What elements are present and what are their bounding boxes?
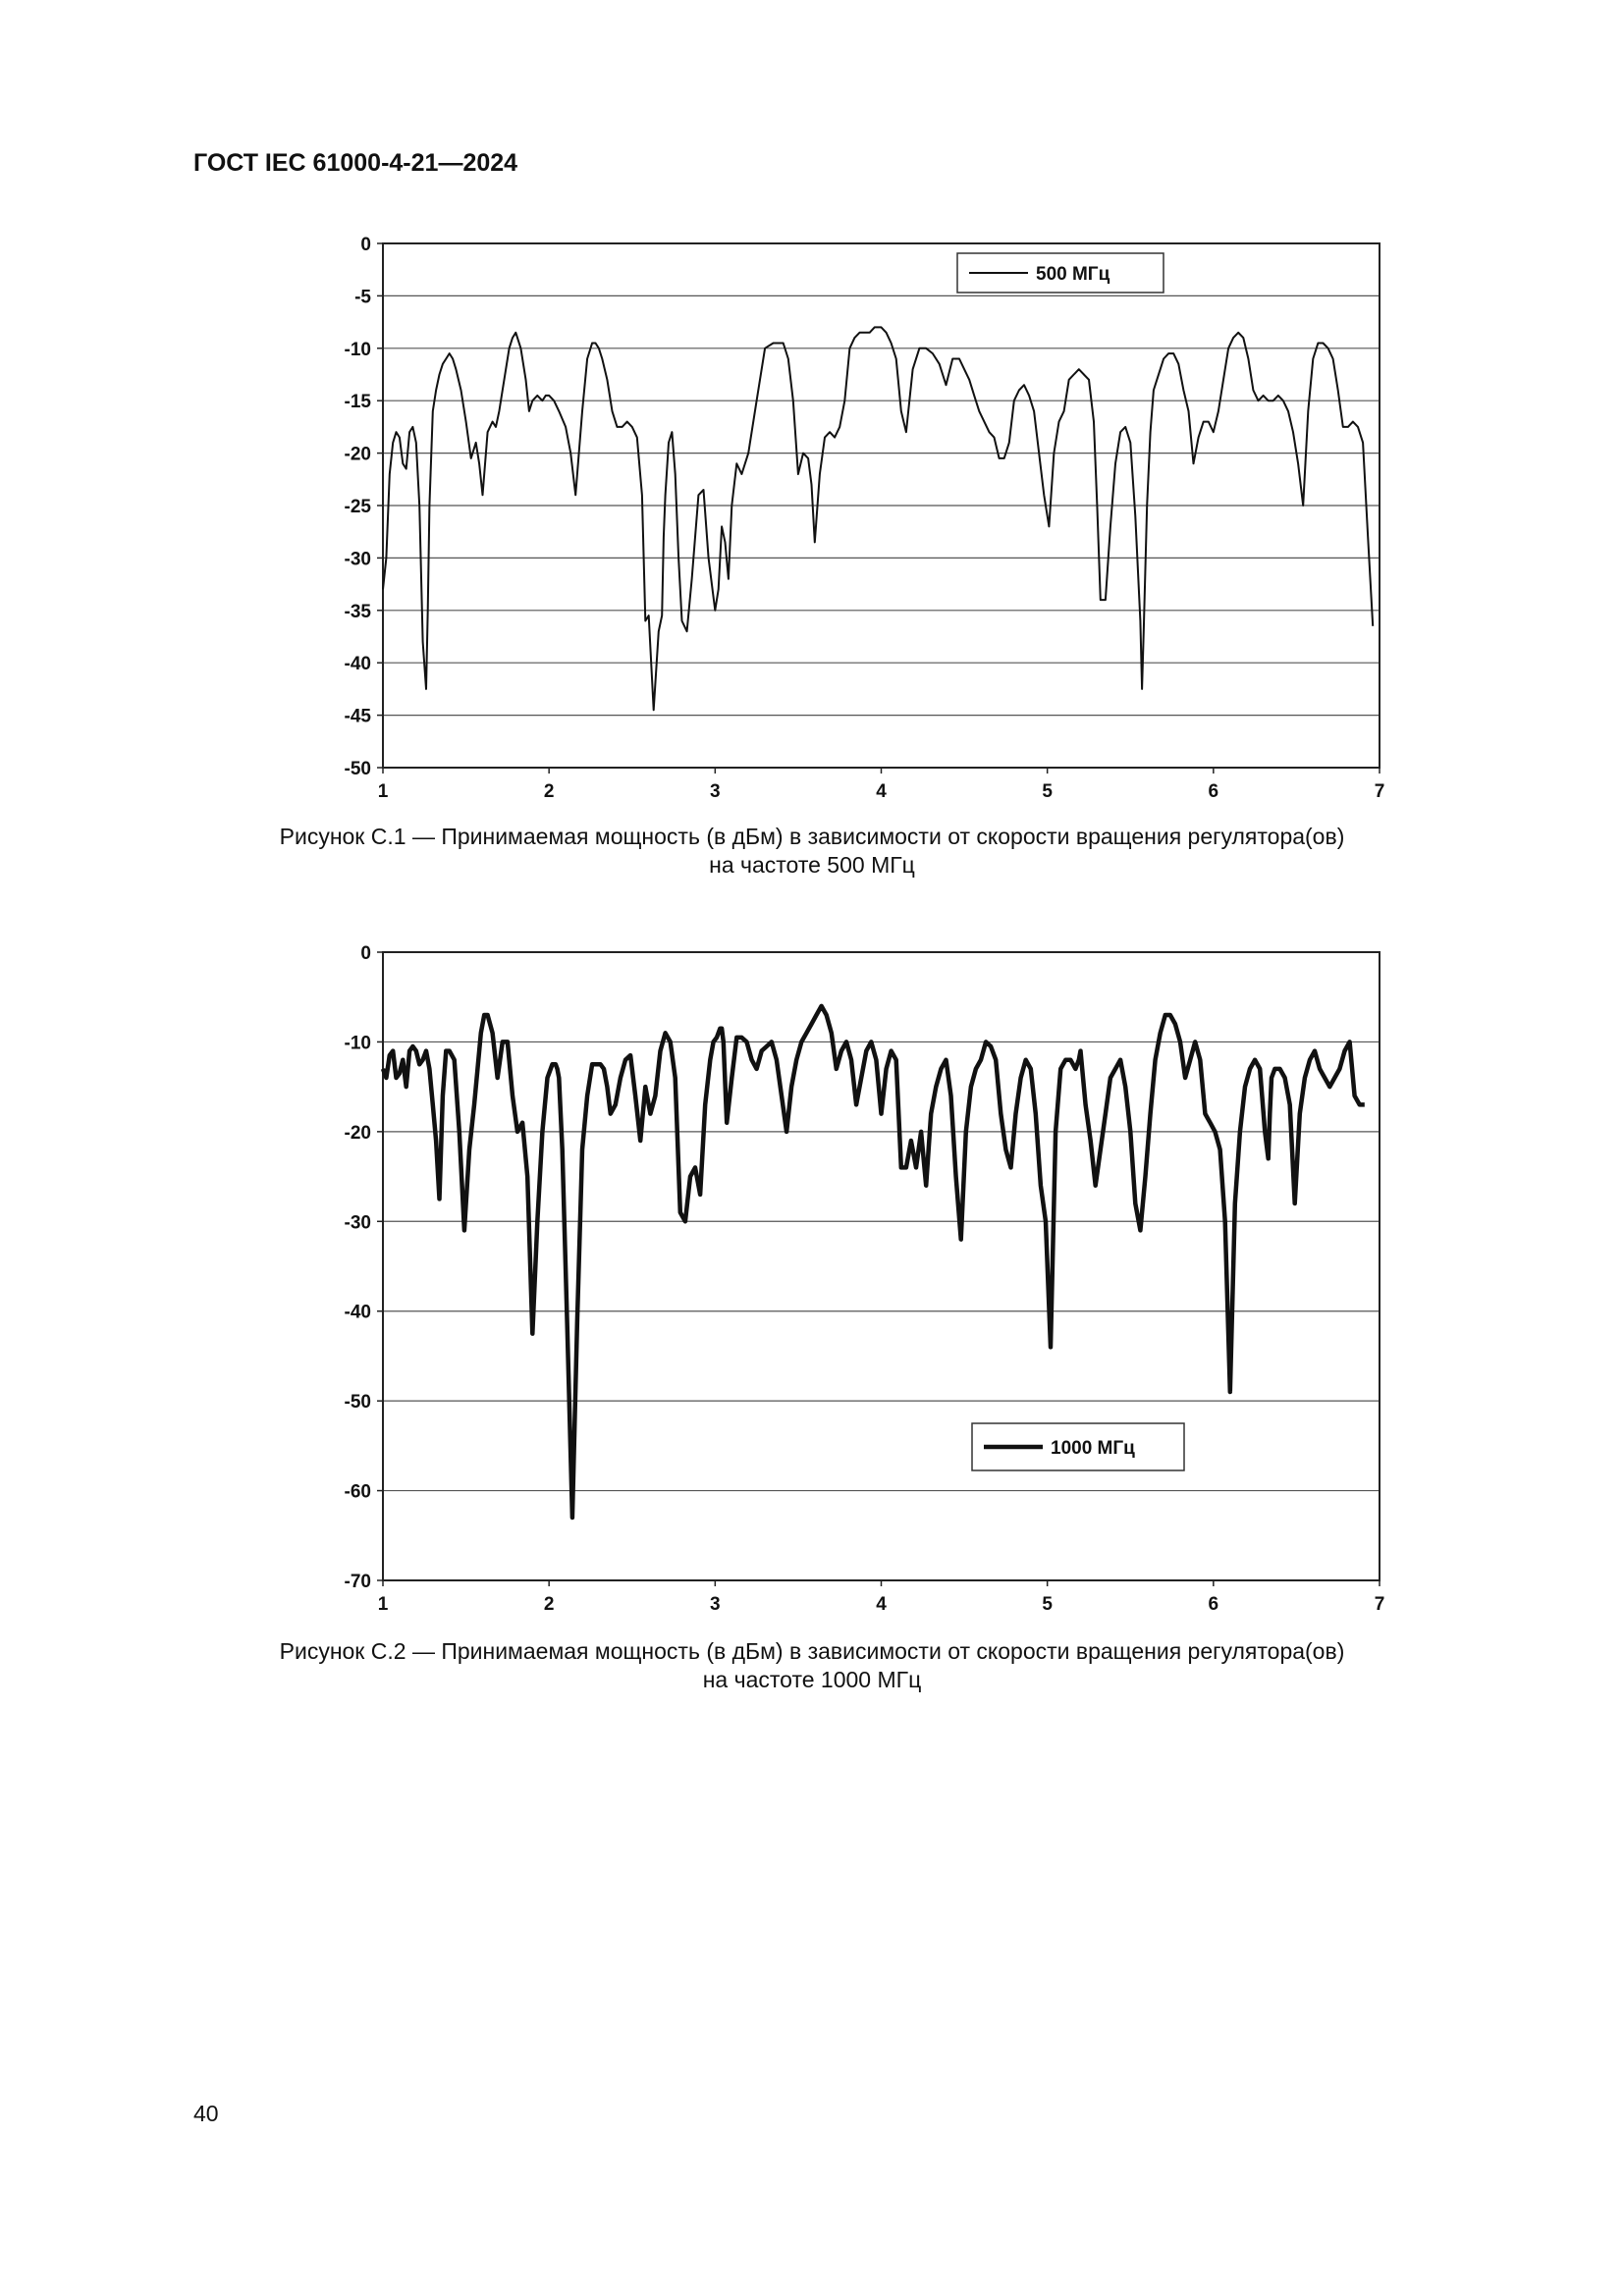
x-tick-label: 5: [1042, 1594, 1053, 1615]
y-tick-label: -30: [344, 549, 371, 570]
x-tick-label: 6: [1208, 1594, 1219, 1615]
x-tick-label: 1: [377, 1594, 389, 1615]
x-tick-label: 7: [1374, 1594, 1385, 1615]
y-tick-label: 0: [360, 943, 371, 964]
x-tick-label: 4: [876, 781, 887, 802]
x-tick-label: 1: [377, 781, 389, 802]
x-tick-label: 2: [543, 1594, 555, 1615]
y-tick-label: -40: [344, 654, 371, 675]
chart-legend: [957, 253, 1164, 293]
series-layer: [383, 1006, 1365, 1518]
y-tick-label: -40: [344, 1302, 371, 1323]
x-tick-label: 3: [710, 781, 721, 802]
chart-500mhz: [0, 216, 1624, 825]
y-tick-label: -60: [344, 1481, 371, 1503]
y-axis-ticks: [345, 235, 383, 779]
y-tick-label: -30: [344, 1212, 371, 1234]
y-tick-label: -70: [344, 1572, 371, 1592]
x-tick-label: 3: [710, 1594, 721, 1615]
x-tick-label: 6: [1208, 781, 1219, 802]
x-tick-label: 5: [1042, 781, 1053, 802]
y-axis-ticks: [345, 943, 383, 1592]
y-tick-label: -35: [344, 601, 371, 622]
chart-gridlines: [383, 243, 1380, 768]
page-number: 40: [193, 2101, 219, 2126]
y-tick-label: -45: [344, 706, 371, 727]
legend-label: 1000 МГц: [1051, 1438, 1135, 1459]
caption-line-2: на частоте 500 МГц: [709, 852, 915, 878]
figure-caption-2: [0, 1637, 1624, 1694]
x-axis-ticks: [378, 1580, 1385, 1615]
document-header: ГОСТ IEC 61000-4-21—2024: [193, 149, 518, 177]
y-tick-label: -20: [344, 1122, 371, 1144]
y-tick-label: -50: [344, 759, 371, 779]
y-tick-label: -10: [344, 339, 371, 360]
y-tick-label: -5: [354, 287, 371, 308]
y-tick-label: -25: [344, 497, 371, 517]
y-tick-label: -20: [344, 444, 371, 465]
caption-line-2: на частоте 1000 МГц: [702, 1667, 922, 1692]
series-line: [383, 327, 1373, 710]
caption-line-1: Рисунок С.2 — Принимаемая мощность (в дБм) в зависимости от скорости вращения регулятора(ов): [279, 1638, 1345, 1664]
chart-legend: [972, 1423, 1184, 1470]
y-tick-label: -15: [344, 392, 371, 413]
x-tick-label: 7: [1374, 781, 1385, 802]
caption-line-1: Рисунок С.1 — Принимаемая мощность (в дБм) в зависимости от скорости вращения регулятора(ов): [279, 824, 1345, 849]
x-axis-ticks: [378, 768, 1385, 802]
y-tick-label: -50: [344, 1392, 371, 1414]
series-layer: [383, 327, 1373, 710]
y-tick-label: 0: [360, 235, 371, 255]
series-line: [383, 1006, 1365, 1518]
x-tick-label: 4: [876, 1594, 887, 1615]
y-tick-label: -10: [344, 1033, 371, 1054]
legend-label: 500 МГц: [1036, 264, 1110, 285]
figure-caption-1: [0, 823, 1624, 880]
x-tick-label: 2: [543, 781, 555, 802]
chart-1000mhz: [0, 923, 1624, 1615]
